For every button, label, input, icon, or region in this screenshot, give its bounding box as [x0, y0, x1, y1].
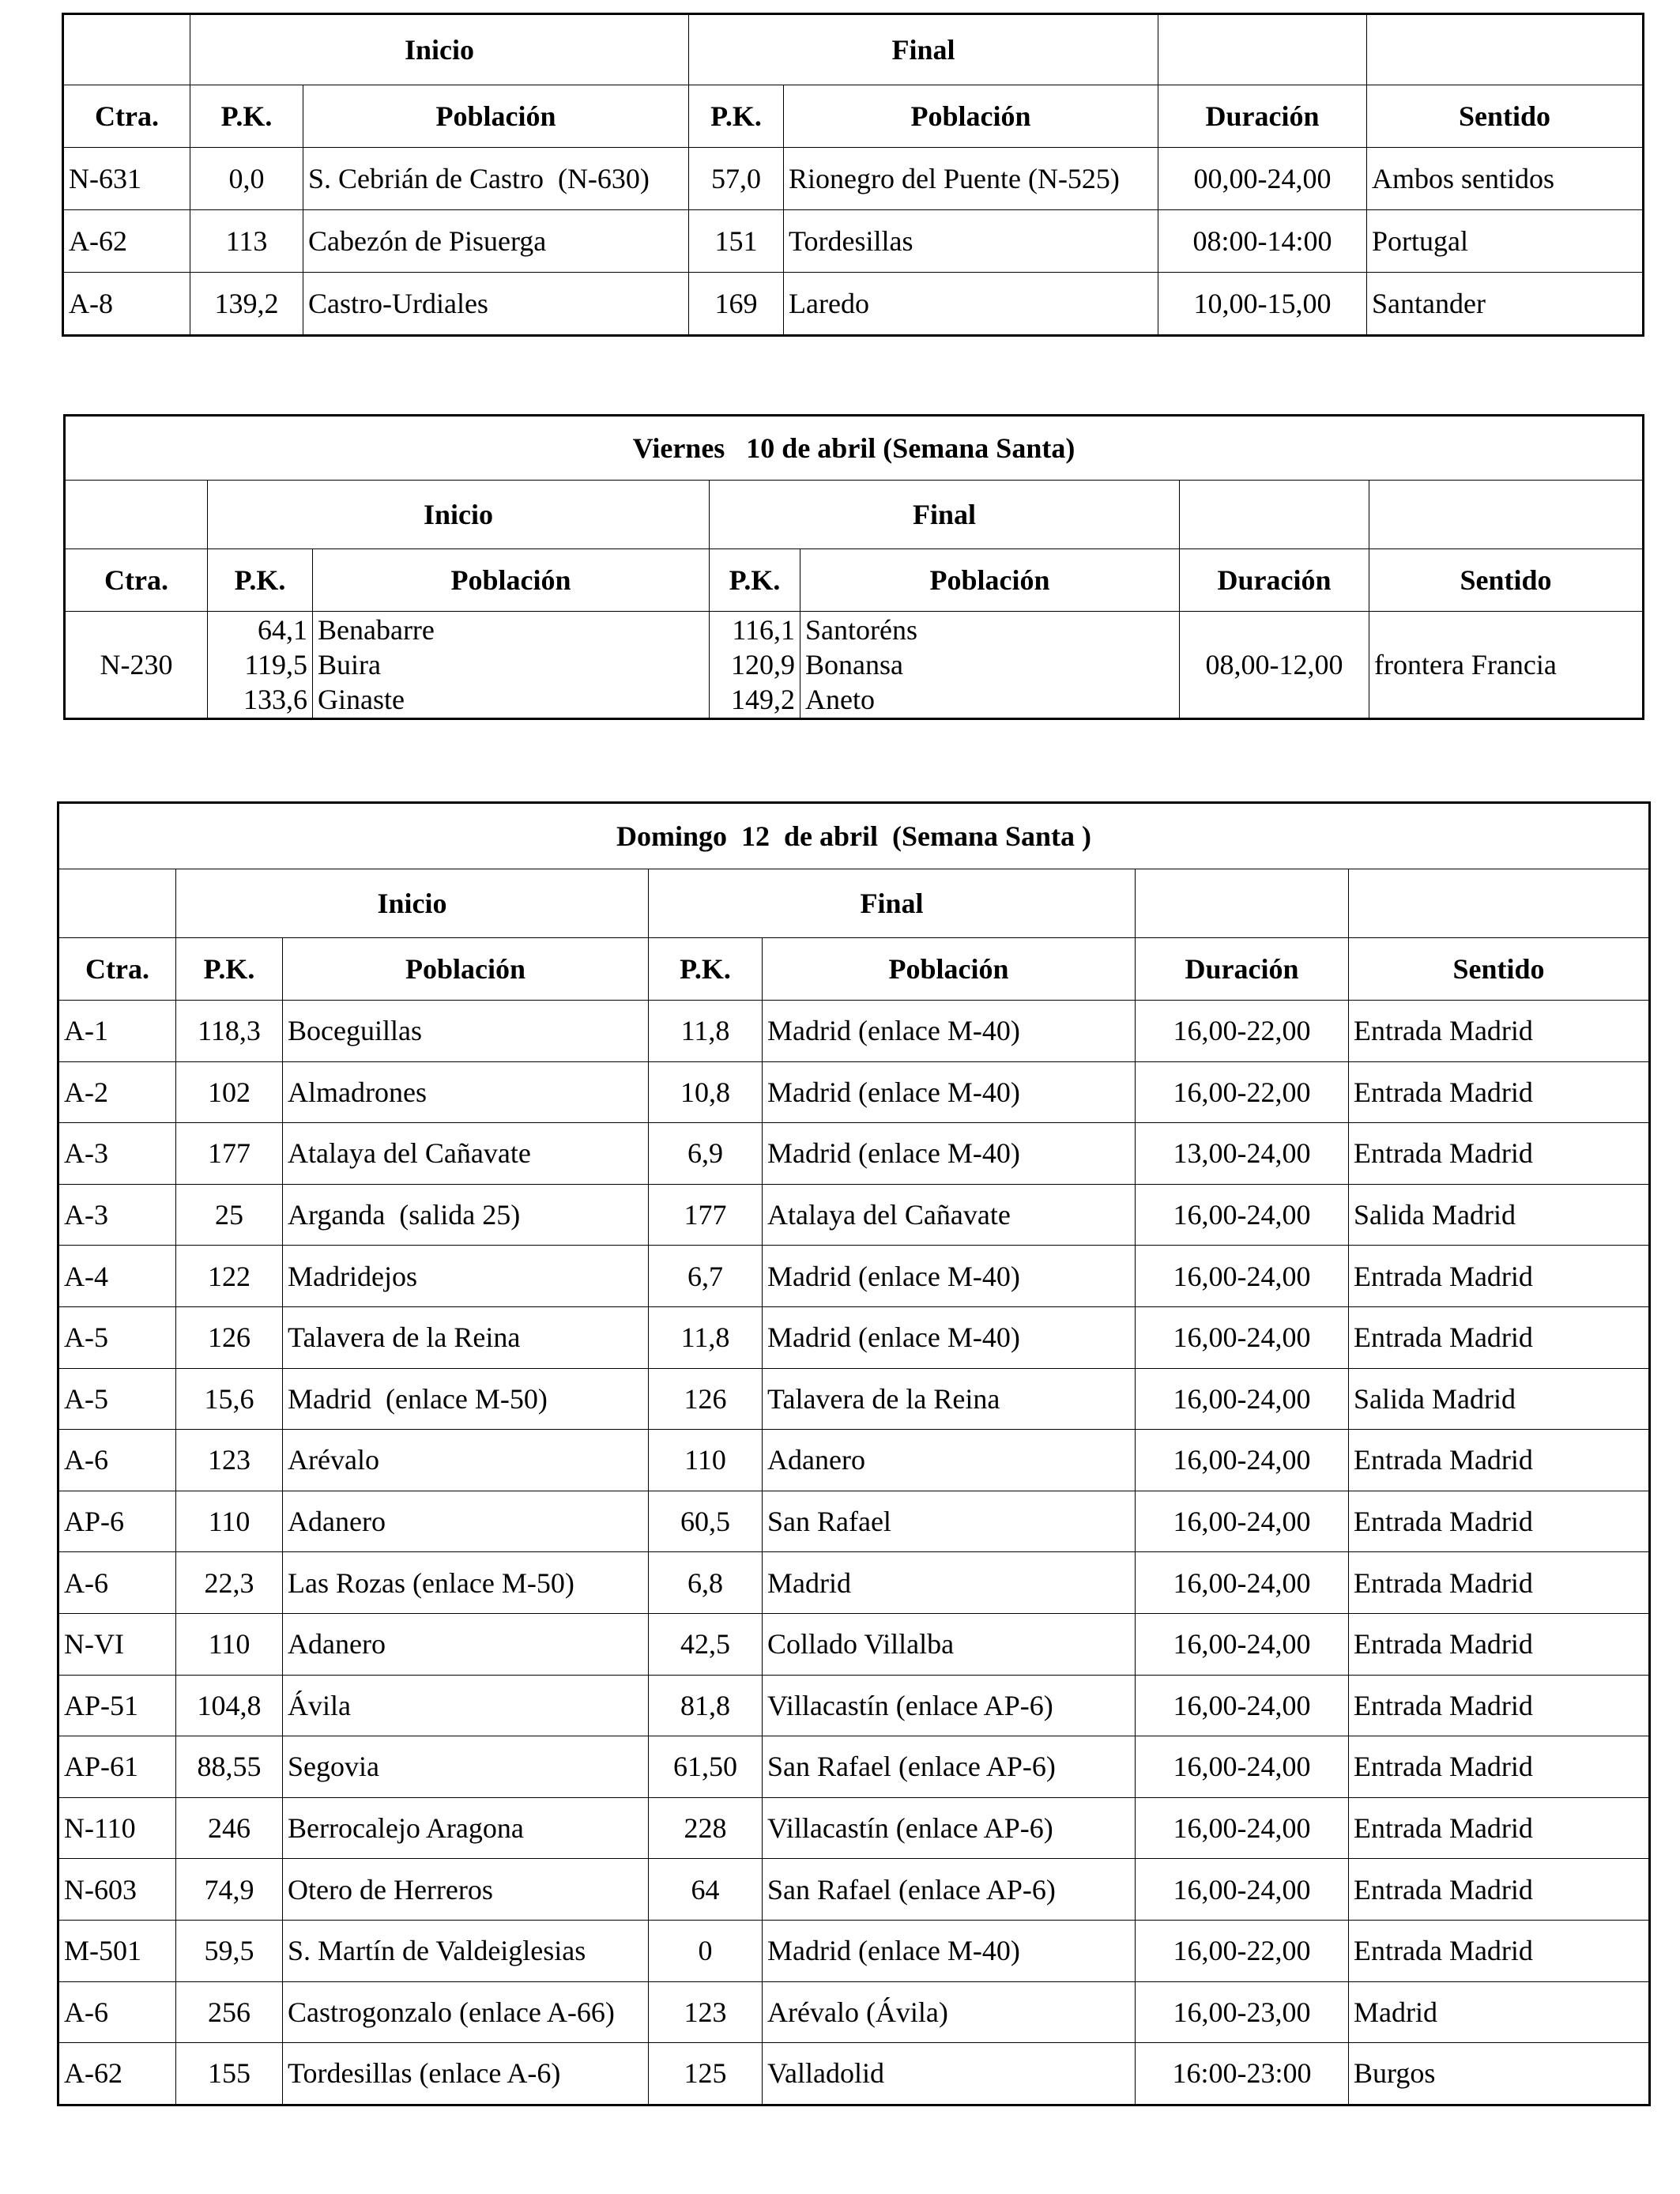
poblacion-start-cell: Atalaya del Cañavate — [283, 1123, 649, 1185]
table-row — [65, 612, 1644, 719]
table-row — [58, 1306, 1650, 1368]
poblacion-start-cell: Arévalo — [283, 1430, 649, 1491]
restrictions-table-domingo — [57, 801, 1651, 2106]
ctra-cell: A-3 — [58, 1123, 176, 1185]
poblacion-end-cell: Arévalo (Ávila) — [763, 1981, 1136, 2043]
pk-start-cell — [208, 612, 313, 719]
poblacion-end-cell: Madrid (enlace M-40) — [763, 1306, 1136, 1368]
ctra-cell: N-VI — [58, 1613, 176, 1675]
poblacion-value: Santoréns — [805, 614, 917, 646]
duracion-cell: 16,00-24,00 — [1136, 1368, 1349, 1430]
pk-end-cell: 61,50 — [649, 1736, 763, 1798]
duracion-header: Duración — [1158, 85, 1367, 148]
pk-value: 149,2 — [731, 684, 795, 715]
poblacion-header: Población — [303, 85, 689, 148]
final-header: Final — [689, 14, 1158, 85]
poblacion-start-cell: Almadrones — [283, 1061, 649, 1123]
ctra-cell: A-62 — [63, 210, 190, 273]
poblacion-end-cell — [800, 612, 1180, 719]
poblacion-start-cell: S. Cebrián de Castro (N-630) — [303, 148, 689, 210]
duracion-cell: 08:00-14:00 — [1158, 210, 1367, 273]
pk-end-cell: 0 — [649, 1920, 763, 1981]
table-row — [58, 1491, 1650, 1552]
ctra-cell: N-110 — [58, 1797, 176, 1859]
sentido-cell: Madrid — [1349, 1981, 1650, 2043]
pk-end-cell: 6,7 — [649, 1246, 763, 1307]
poblacion-start-cell: Ávila — [283, 1675, 649, 1736]
poblacion-value: Aneto — [805, 684, 875, 715]
poblacion-header: Población — [784, 85, 1158, 148]
poblacion-start-cell: Segovia — [283, 1736, 649, 1798]
duracion-cell: 10,00-15,00 — [1158, 273, 1367, 336]
table-row — [58, 1859, 1650, 1921]
pk-start-cell: 88,55 — [176, 1736, 283, 1798]
poblacion-end-cell: Villacastín (enlace AP-6) — [763, 1797, 1136, 1859]
ctra-cell: A-8 — [63, 273, 190, 336]
sentido-cell: Burgos — [1349, 2043, 1650, 2105]
final-header: Final — [710, 481, 1180, 549]
pk-end-cell: 169 — [689, 273, 784, 336]
inicio-header: Inicio — [176, 869, 649, 938]
empty-cell — [58, 869, 176, 938]
pk-start-cell: 139,2 — [190, 273, 303, 336]
poblacion-header: Población — [313, 549, 710, 612]
poblacion-end-cell: Tordesillas — [784, 210, 1158, 273]
group-header-row — [63, 14, 1644, 85]
column-header-row — [58, 938, 1650, 1001]
poblacion-start-cell: Adanero — [283, 1491, 649, 1552]
pk-start-cell: 74,9 — [176, 1859, 283, 1921]
duracion-header: Duración — [1136, 938, 1349, 1001]
group-header-row — [58, 869, 1650, 938]
duracion-cell: 16,00-24,00 — [1136, 1613, 1349, 1675]
duracion-cell: 16,00-24,00 — [1136, 1736, 1349, 1798]
poblacion-end-cell: Adanero — [763, 1430, 1136, 1491]
pk-end-cell: 64 — [649, 1859, 763, 1921]
ctra-cell: M-501 — [58, 1920, 176, 1981]
pk-start-cell: 126 — [176, 1306, 283, 1368]
duracion-cell: 16,00-24,00 — [1136, 1184, 1349, 1246]
pk-end-cell: 110 — [649, 1430, 763, 1491]
sentido-cell: Entrada Madrid — [1349, 1123, 1650, 1185]
duracion-cell: 16,00-22,00 — [1136, 1001, 1349, 1062]
ctra-cell: A-6 — [58, 1430, 176, 1491]
sentido-cell: Entrada Madrid — [1349, 1920, 1650, 1981]
pk-end-cell: 6,9 — [649, 1123, 763, 1185]
duracion-cell: 16,00-24,00 — [1136, 1797, 1349, 1859]
sentido-cell: Entrada Madrid — [1349, 1613, 1650, 1675]
pk-start-cell: 177 — [176, 1123, 283, 1185]
table-row — [63, 148, 1644, 210]
poblacion-value: Ginaste — [318, 684, 405, 715]
pk-start-cell: 102 — [176, 1061, 283, 1123]
poblacion-start-cell: Otero de Herreros — [283, 1859, 649, 1921]
table-row — [58, 1123, 1650, 1185]
sentido-header: Sentido — [1367, 85, 1644, 148]
poblacion-header: Población — [763, 938, 1136, 1001]
table-row — [58, 1613, 1650, 1675]
restrictions-table-viernes — [63, 414, 1644, 720]
ctra-cell: A-4 — [58, 1246, 176, 1307]
sentido-cell: Salida Madrid — [1349, 1368, 1650, 1430]
poblacion-start-cell: Talavera de la Reina — [283, 1306, 649, 1368]
poblacion-end-cell: Madrid (enlace M-40) — [763, 1061, 1136, 1123]
pk-header: P.K. — [190, 85, 303, 148]
sentido-cell: Entrada Madrid — [1349, 1736, 1650, 1798]
empty-cell — [1158, 14, 1367, 85]
poblacion-end-cell: Madrid (enlace M-40) — [763, 1001, 1136, 1062]
pk-value: 119,5 — [244, 649, 307, 680]
sentido-cell: Entrada Madrid — [1349, 1491, 1650, 1552]
empty-cell — [1349, 869, 1650, 938]
restrictions-table-1 — [62, 13, 1644, 337]
pk-start-cell: 110 — [176, 1613, 283, 1675]
pk-end-cell: 42,5 — [649, 1613, 763, 1675]
final-header: Final — [649, 869, 1136, 938]
table-title: Domingo 12 de abril (Semana Santa ) — [58, 803, 1650, 869]
table-row — [63, 273, 1644, 336]
pk-start-cell: 123 — [176, 1430, 283, 1491]
sentido-cell: Salida Madrid — [1349, 1184, 1650, 1246]
pk-header: P.K. — [710, 549, 800, 612]
sentido-cell: Entrada Madrid — [1349, 1306, 1650, 1368]
pk-header: P.K. — [176, 938, 283, 1001]
poblacion-value: Benabarre — [318, 614, 435, 646]
pk-start-cell: 118,3 — [176, 1001, 283, 1062]
table-row — [58, 1920, 1650, 1981]
pk-end-cell: 151 — [689, 210, 784, 273]
pk-value: 133,6 — [243, 684, 307, 715]
duracion-cell: 16,00-24,00 — [1136, 1552, 1349, 1614]
title-row — [65, 416, 1644, 481]
duracion-cell: 16,00-22,00 — [1136, 1920, 1349, 1981]
table-row — [58, 1797, 1650, 1859]
pk-value: 116,1 — [732, 614, 795, 646]
ctra-cell: N-230 — [65, 612, 208, 719]
poblacion-start-cell: Berrocalejo Aragona — [283, 1797, 649, 1859]
empty-cell — [1367, 14, 1644, 85]
pk-start-cell: 110 — [176, 1491, 283, 1552]
pk-end-cell: 228 — [649, 1797, 763, 1859]
poblacion-end-cell: Madrid (enlace M-40) — [763, 1123, 1136, 1185]
ctra-header: Ctra. — [58, 938, 176, 1001]
ctra-header: Ctra. — [65, 549, 208, 612]
poblacion-end-cell: San Rafael — [763, 1491, 1136, 1552]
ctra-cell: A-6 — [58, 1981, 176, 2043]
ctra-cell: AP-6 — [58, 1491, 176, 1552]
column-header-row — [63, 85, 1644, 148]
pk-start-cell: 0,0 — [190, 148, 303, 210]
sentido-header: Sentido — [1369, 549, 1644, 612]
poblacion-end-cell: Rionegro del Puente (N-525) — [784, 148, 1158, 210]
ctra-cell: N-631 — [63, 148, 190, 210]
poblacion-start-cell: Castrogonzalo (enlace A-66) — [283, 1981, 649, 2043]
title-row — [58, 803, 1650, 869]
duracion-cell: 13,00-24,00 — [1136, 1123, 1349, 1185]
poblacion-end-cell: Madrid (enlace M-40) — [763, 1246, 1136, 1307]
pk-start-cell: 22,3 — [176, 1552, 283, 1614]
poblacion-end-cell: San Rafael (enlace AP-6) — [763, 1859, 1136, 1921]
pk-end-cell — [710, 612, 800, 719]
duracion-cell: 08,00-12,00 — [1180, 612, 1369, 719]
pk-end-cell: 60,5 — [649, 1491, 763, 1552]
pk-start-cell: 256 — [176, 1981, 283, 2043]
table-row — [58, 1552, 1650, 1614]
table-title: Viernes 10 de abril (Semana Santa) — [65, 416, 1644, 481]
table-row — [58, 1981, 1650, 2043]
pk-start-cell: 59,5 — [176, 1920, 283, 1981]
empty-cell — [1369, 481, 1644, 549]
table-row — [58, 1675, 1650, 1736]
empty-cell — [65, 481, 208, 549]
empty-cell — [1180, 481, 1369, 549]
duracion-cell: 16,00-24,00 — [1136, 1675, 1349, 1736]
table-row — [58, 1368, 1650, 1430]
pk-header: P.K. — [689, 85, 784, 148]
poblacion-start-cell: Arganda (salida 25) — [283, 1184, 649, 1246]
sentido-cell: Portugal — [1367, 210, 1644, 273]
poblacion-start-cell — [313, 612, 710, 719]
poblacion-end-cell: Talavera de la Reina — [763, 1368, 1136, 1430]
ctra-header: Ctra. — [63, 85, 190, 148]
pk-start-cell: 25 — [176, 1184, 283, 1246]
poblacion-end-cell: Madrid (enlace M-40) — [763, 1920, 1136, 1981]
pk-header: P.K. — [208, 549, 313, 612]
poblacion-start-cell: Madrid (enlace M-50) — [283, 1368, 649, 1430]
poblacion-end-cell: Villacastín (enlace AP-6) — [763, 1675, 1136, 1736]
poblacion-header: Población — [800, 549, 1180, 612]
duracion-cell: 16,00-24,00 — [1136, 1246, 1349, 1307]
pk-value: 120,9 — [731, 649, 795, 680]
pk-end-cell: 11,8 — [649, 1306, 763, 1368]
sentido-header: Sentido — [1349, 938, 1650, 1001]
pk-end-cell: 125 — [649, 2043, 763, 2105]
pk-end-cell: 11,8 — [649, 1001, 763, 1062]
table-row — [58, 1061, 1650, 1123]
poblacion-start-cell: Las Rozas (enlace M-50) — [283, 1552, 649, 1614]
duracion-cell: 16,00-24,00 — [1136, 1306, 1349, 1368]
sentido-cell: Entrada Madrid — [1349, 1797, 1650, 1859]
ctra-cell: A-1 — [58, 1001, 176, 1062]
poblacion-end-cell: San Rafael (enlace AP-6) — [763, 1736, 1136, 1798]
table-row — [58, 1184, 1650, 1246]
pk-start-cell: 155 — [176, 2043, 283, 2105]
pk-end-cell: 126 — [649, 1368, 763, 1430]
empty-cell — [1136, 869, 1349, 938]
poblacion-end-cell: Collado Villalba — [763, 1613, 1136, 1675]
pk-header: P.K. — [649, 938, 763, 1001]
ctra-cell: A-2 — [58, 1061, 176, 1123]
poblacion-value: Buira — [318, 649, 381, 680]
ctra-cell: A-3 — [58, 1184, 176, 1246]
pk-end-cell: 177 — [649, 1184, 763, 1246]
pk-start-cell: 246 — [176, 1797, 283, 1859]
pk-start-cell: 122 — [176, 1246, 283, 1307]
ctra-cell: A-5 — [58, 1368, 176, 1430]
poblacion-end-cell: Valladolid — [763, 2043, 1136, 2105]
pk-end-cell: 6,8 — [649, 1552, 763, 1614]
pk-start-cell: 15,6 — [176, 1368, 283, 1430]
duracion-cell: 16,00-24,00 — [1136, 1859, 1349, 1921]
poblacion-start-cell: Cabezón de Pisuerga — [303, 210, 689, 273]
poblacion-start-cell: Boceguillas — [283, 1001, 649, 1062]
inicio-header: Inicio — [190, 14, 689, 85]
table-row — [63, 210, 1644, 273]
ctra-cell: A-62 — [58, 2043, 176, 2105]
duracion-cell: 16,00-24,00 — [1136, 1491, 1349, 1552]
pk-end-cell: 10,8 — [649, 1061, 763, 1123]
table-row — [58, 1736, 1650, 1798]
pk-start-cell: 104,8 — [176, 1675, 283, 1736]
ctra-cell: N-603 — [58, 1859, 176, 1921]
duracion-cell: 16,00-22,00 — [1136, 1061, 1349, 1123]
sentido-cell: Entrada Madrid — [1349, 1001, 1650, 1062]
poblacion-start-cell: Madridejos — [283, 1246, 649, 1307]
duracion-cell: 16,00-23,00 — [1136, 1981, 1349, 2043]
ctra-cell: AP-61 — [58, 1736, 176, 1798]
sentido-cell: Entrada Madrid — [1349, 1552, 1650, 1614]
group-header-row — [65, 481, 1644, 549]
poblacion-start-cell: Tordesillas (enlace A-6) — [283, 2043, 649, 2105]
pk-value: 64,1 — [258, 614, 307, 646]
poblacion-start-cell: Castro-Urdiales — [303, 273, 689, 336]
sentido-cell: Entrada Madrid — [1349, 1859, 1650, 1921]
table-row — [58, 1001, 1650, 1062]
empty-cell — [63, 14, 190, 85]
poblacion-end-cell: Laredo — [784, 273, 1158, 336]
duracion-cell: 16:00-23:00 — [1136, 2043, 1349, 2105]
duracion-cell: 00,00-24,00 — [1158, 148, 1367, 210]
sentido-cell: frontera Francia — [1369, 612, 1644, 719]
sentido-cell: Entrada Madrid — [1349, 1675, 1650, 1736]
poblacion-start-cell: Adanero — [283, 1613, 649, 1675]
ctra-cell: AP-51 — [58, 1675, 176, 1736]
pk-end-cell: 123 — [649, 1981, 763, 2043]
sentido-cell: Ambos sentidos — [1367, 148, 1644, 210]
duracion-cell: 16,00-24,00 — [1136, 1430, 1349, 1491]
duracion-header: Duración — [1180, 549, 1369, 612]
table-row — [58, 2043, 1650, 2105]
poblacion-value: Bonansa — [805, 649, 903, 680]
poblacion-end-cell: Madrid — [763, 1552, 1136, 1614]
poblacion-header: Población — [283, 938, 649, 1001]
ctra-cell: A-6 — [58, 1552, 176, 1614]
sentido-cell: Entrada Madrid — [1349, 1061, 1650, 1123]
pk-start-cell: 113 — [190, 210, 303, 273]
ctra-cell: A-5 — [58, 1306, 176, 1368]
sentido-cell: Entrada Madrid — [1349, 1246, 1650, 1307]
column-header-row — [65, 549, 1644, 612]
table-row — [58, 1430, 1650, 1491]
table-row — [58, 1246, 1650, 1307]
inicio-header: Inicio — [208, 481, 710, 549]
pk-end-cell: 81,8 — [649, 1675, 763, 1736]
pk-end-cell: 57,0 — [689, 148, 784, 210]
sentido-cell: Entrada Madrid — [1349, 1430, 1650, 1491]
poblacion-end-cell: Atalaya del Cañavate — [763, 1184, 1136, 1246]
poblacion-start-cell: S. Martín de Valdeiglesias — [283, 1920, 649, 1981]
sentido-cell: Santander — [1367, 273, 1644, 336]
